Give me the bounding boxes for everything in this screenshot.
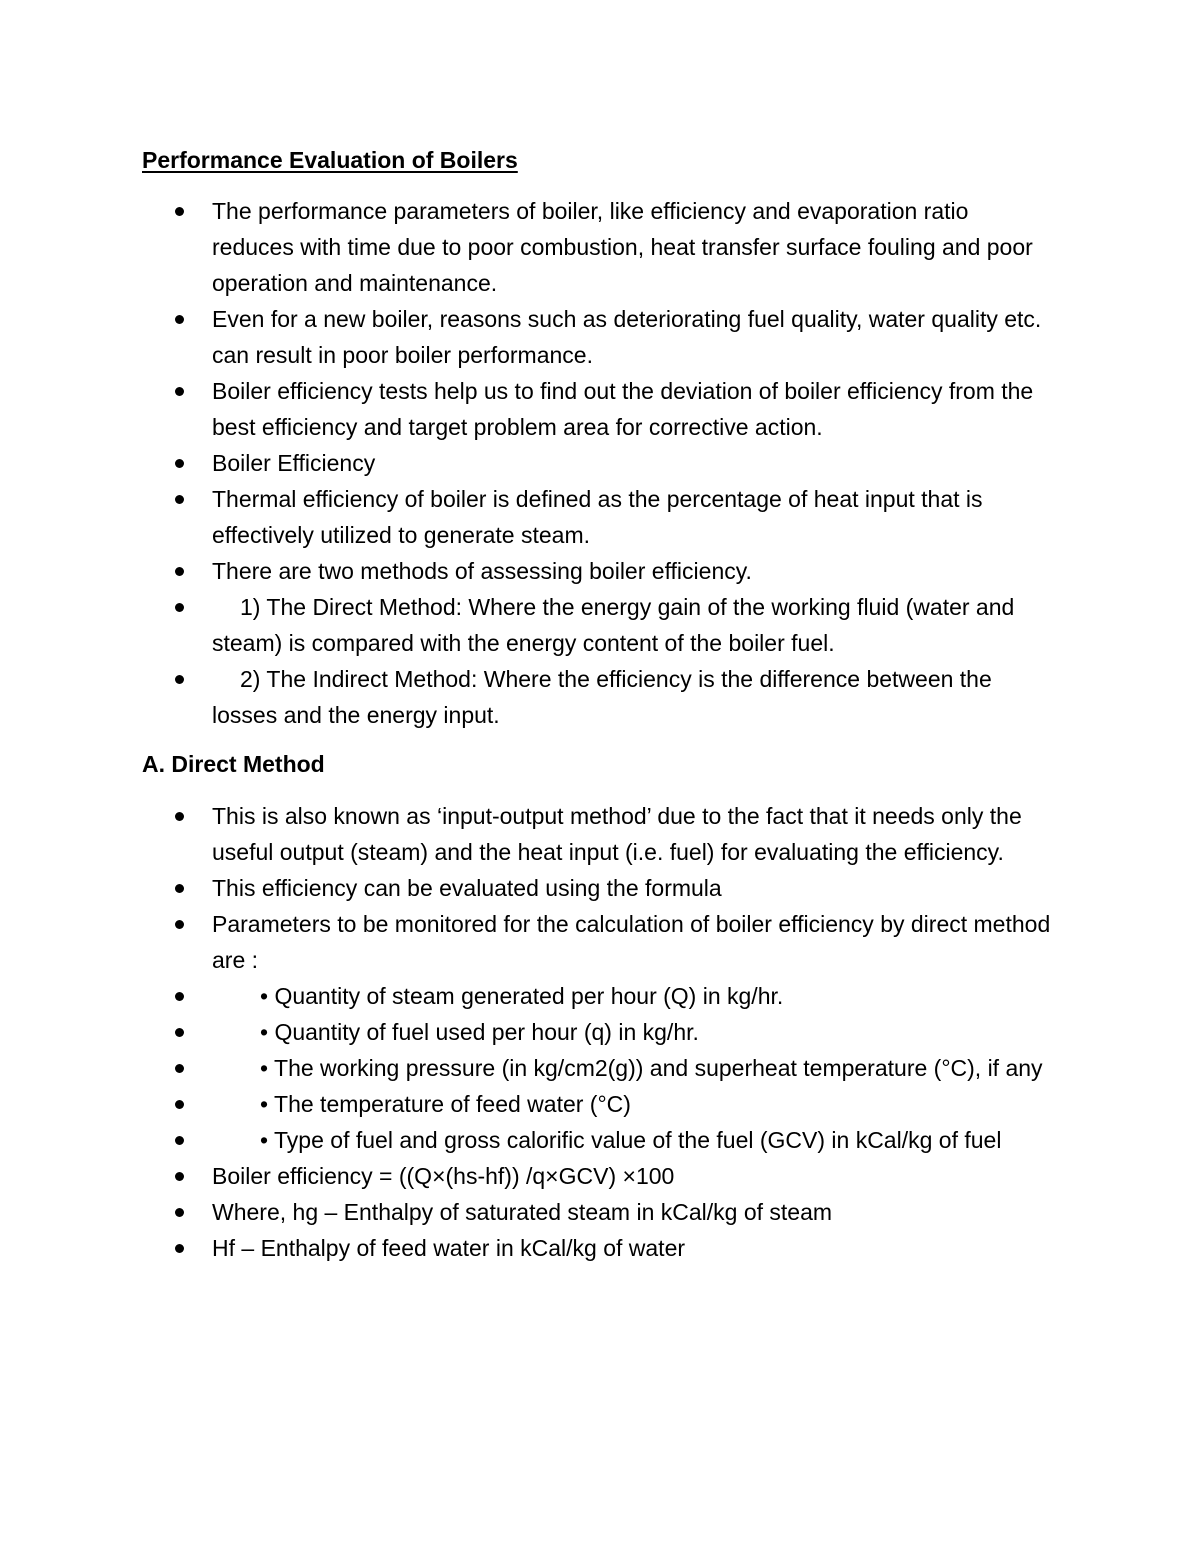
list-item-text: This efficiency can be evaluated using the formula [212,875,722,901]
bullet-icon [175,675,184,684]
list-item-text: Boiler efficiency = ((Q×(hs-hf)) /q×GCV) ×100 [212,1163,675,1189]
list-item-text: • The temperature of feed water (°C) [260,1091,631,1117]
list-item-text: Even for a new boiler, reasons such as deteriorating fuel quality, water quality etc. can result in poor boiler performance. [212,306,1042,368]
list-item [142,1122,1052,1158]
list-item [142,1014,1052,1050]
list-item [142,193,1052,301]
bullet-icon [175,1136,184,1145]
bullet-icon [175,1208,184,1217]
bullet-icon [175,1172,184,1181]
list-item-text: Boiler efficiency tests help us to find out the deviation of boiler efficiency from the best efficiency and target problem area for corrective action. [212,378,1034,440]
bullet-icon [175,920,184,929]
bullet-icon [175,1064,184,1073]
list-item-text: • Type of fuel and gross calorific value of the fuel (GCV) in kCal/kg of fuel [260,1127,1002,1153]
bullet-icon [175,1100,184,1109]
bullet-icon [175,812,184,821]
list-item-text: Hf – Enthalpy of feed water in kCal/kg of water [212,1235,686,1261]
list-item-text: • Quantity of steam generated per hour (Q) in kg/hr. [260,983,784,1009]
list-item [142,1086,1052,1122]
direct-method-list [142,798,1062,1266]
list-item [142,1194,1052,1230]
bullet-icon [175,387,184,396]
bullet-icon [175,207,184,216]
list-item [142,1158,1052,1194]
list-item [142,1230,1052,1266]
list-item [142,661,1052,733]
list-item-text: This is also known as ‘input-output method’ due to the fact that it needs only the useful output (steam) and the heat input (i.e. fuel) for evaluating the efficiency. [212,803,1022,865]
bullet-icon [175,884,184,893]
list-item-text: There are two methods of assessing boiler efficiency. [212,558,752,584]
bullet-icon [175,992,184,1001]
intro-list [142,193,1062,733]
page-title: Performance Evaluation of Boilers [142,147,518,173]
bullet-icon [175,1028,184,1037]
list-item [142,798,1052,870]
list-item-text: • Quantity of fuel used per hour (q) in kg/hr. [260,1019,699,1045]
list-item [142,1050,1052,1086]
list-item-text: 2) The Indirect Method: Where the efficiency is the difference between the losses and the energy input. [212,666,992,728]
list-item [142,373,1052,445]
list-item [142,553,1052,589]
list-item-text: Thermal efficiency of boiler is defined as the percentage of heat input that is effectively utilized to generate steam. [212,486,983,548]
bullet-icon [175,315,184,324]
list-item-text: Boiler Efficiency [212,450,376,476]
list-item [142,906,1052,978]
list-item [142,481,1052,553]
list-item [142,589,1052,661]
document-body [142,143,1062,1266]
list-item-text: 1) The Direct Method: Where the energy gain of the working fluid (water and steam) is compared with the energy content of the boiler fuel. [212,594,1015,656]
list-item [142,301,1052,373]
list-item-text: The performance parameters of boiler, like efficiency and evaporation ratio reduces with time due to poor combustion, heat transfer surface fouling and poor operation and maintenance. [212,198,1033,296]
bullet-icon [175,603,184,612]
list-item-text: • The working pressure (in kg/cm2(g)) and superheat temperature (°C), if any [260,1055,1043,1081]
list-item-text: Parameters to be monitored for the calculation of boiler efficiency by direct method are : [212,911,1051,973]
list-item [142,978,1052,1014]
list-item-text: Where, hg – Enthalpy of saturated steam in kCal/kg of steam [212,1199,833,1225]
bullet-icon [175,1244,184,1253]
list-item [142,870,1052,906]
section-heading: A. Direct Method [142,751,325,777]
bullet-icon [175,459,184,468]
bullet-icon [175,495,184,504]
bullet-icon [175,567,184,576]
list-item [142,445,1052,481]
